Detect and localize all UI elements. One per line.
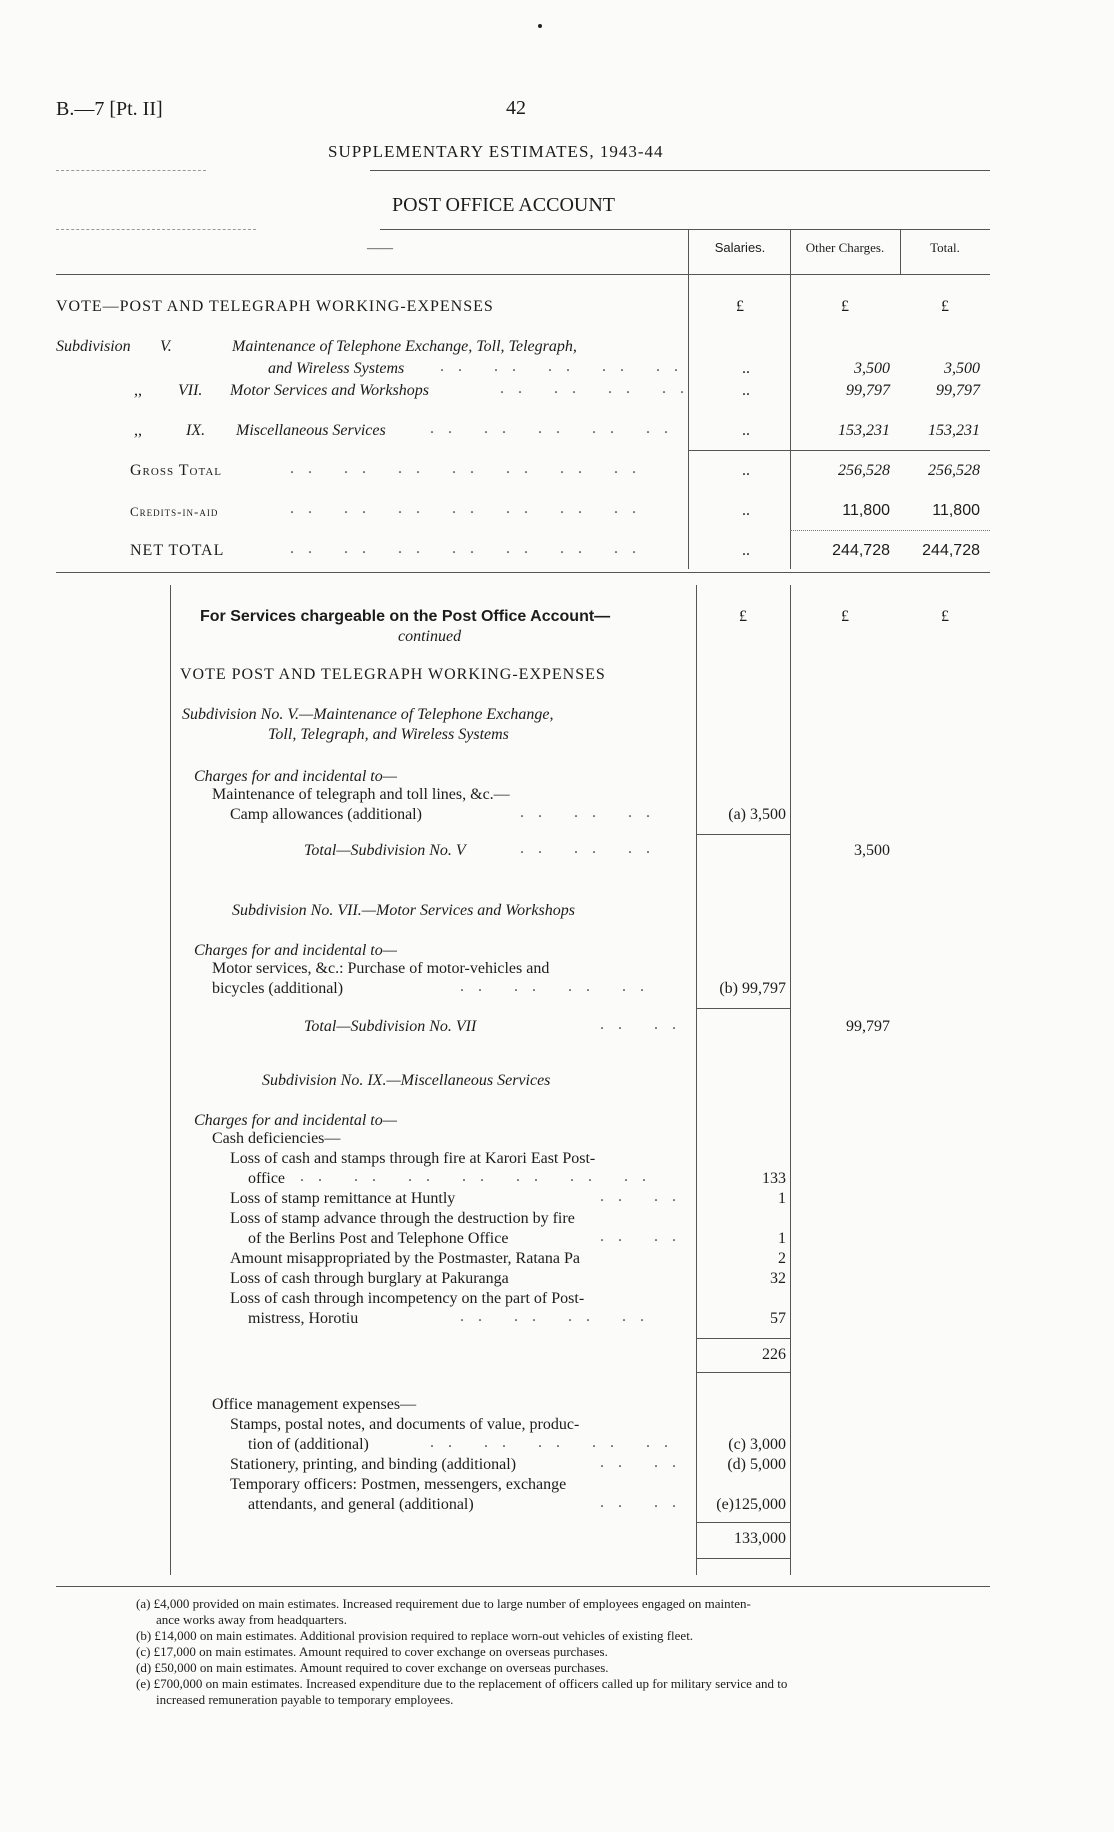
cell-total: 153,231 bbox=[928, 422, 980, 439]
charge-item: Camp allowances (additional) bbox=[230, 806, 422, 823]
leader-dots: .. .. bbox=[600, 1228, 690, 1245]
cell-other: 153,231 bbox=[838, 422, 890, 439]
subtotal-rule bbox=[696, 1372, 790, 1373]
page-number: 42 bbox=[506, 97, 526, 119]
deficiency-item: mistress, Horotiu bbox=[248, 1310, 359, 1327]
row-prefix: ,, bbox=[134, 382, 142, 399]
charges-label: Charges for and incidental to— bbox=[194, 768, 397, 785]
deficiency-item: of the Berlins Post and Telephone Office bbox=[248, 1230, 509, 1247]
header-bottom-rule bbox=[56, 274, 990, 275]
leader-dots: .. .. .. .. .. .. .. bbox=[290, 540, 650, 557]
row-prefix: ,, bbox=[134, 422, 142, 439]
leader-dots: .. .. .. .. .. .. .. bbox=[290, 500, 650, 517]
row-label: Miscellaneous Services bbox=[236, 422, 386, 439]
net-total-label: NET TOTAL bbox=[130, 542, 225, 559]
office-value: (d) 5,000 bbox=[727, 1456, 786, 1473]
subtotal-rule bbox=[696, 1338, 790, 1339]
detail-col-divider-2 bbox=[790, 585, 791, 1575]
leader-dots: .. .. bbox=[600, 1016, 690, 1033]
deficiency-item: Amount misappropriated by the Postmaster, Ratana Pa bbox=[230, 1250, 580, 1267]
deficiency-value: 1 bbox=[778, 1190, 786, 1207]
detail-continued: continued bbox=[398, 628, 462, 645]
section-rule bbox=[380, 229, 990, 230]
footnote: (d) £50,000 on main estimates. Amount required to cover exchange on overseas purchases. bbox=[136, 1660, 609, 1675]
deficiency-item: Loss of cash and stamps through fire at Karori East Post- bbox=[230, 1150, 596, 1167]
footnote: (e) £700,000 on main estimates. Increased expenditure due to the replacement of officers called up for military service and to bbox=[136, 1676, 788, 1691]
cash-deficiencies-label: Cash deficiencies— bbox=[212, 1130, 341, 1147]
leader-dots: .. .. .. bbox=[520, 804, 664, 821]
row-label: Maintenance of Telephone Exchange, Toll, Telegraph, bbox=[232, 338, 577, 355]
footnote: (c) £17,000 on main estimates. Amount required to cover exchange on overseas purchases. bbox=[136, 1644, 608, 1659]
footnote-rule bbox=[56, 1586, 990, 1587]
credits-other: 11,800 bbox=[842, 502, 890, 519]
summary-bottom-rule bbox=[56, 572, 990, 573]
gross-total: 256,528 bbox=[928, 462, 980, 479]
office-item: tion of (additional) bbox=[248, 1436, 369, 1453]
currency-other: £ bbox=[841, 298, 849, 315]
leader-dots: .. .. .. .. .. .. .. bbox=[300, 1168, 660, 1185]
leader-dots: .. .. .. .. bbox=[460, 1308, 658, 1325]
account-title: POST OFFICE ACCOUNT bbox=[392, 194, 616, 216]
col-divider-1 bbox=[688, 229, 689, 569]
subtotal-rule bbox=[696, 1522, 790, 1523]
subdivision-v-title: Toll, Telegraph, and Wireless Systems bbox=[268, 726, 509, 743]
deficiency-item: Loss of stamp advance through the destruction by fire bbox=[230, 1210, 575, 1227]
subdivision-v-total-label: Total—Subdivision No. V bbox=[304, 842, 466, 859]
office-value: (e)125,000 bbox=[716, 1496, 786, 1513]
deficiency-item: Loss of cash through incompetency on the part of Post- bbox=[230, 1290, 585, 1307]
office-item: Temporary officers: Postmen, messengers, exchange bbox=[230, 1476, 567, 1493]
gross-other: 256,528 bbox=[838, 462, 890, 479]
deficiency-item: Loss of stamp remittance at Huntly bbox=[230, 1190, 456, 1207]
cell-other: 3,500 bbox=[854, 360, 890, 377]
net-total: 244,728 bbox=[922, 542, 980, 559]
detail-left-rule bbox=[170, 585, 171, 1575]
detail-vote-title: VOTE POST AND TELEGRAPH WORKING-EXPENSES bbox=[180, 666, 606, 683]
detail-col-divider-1 bbox=[696, 585, 697, 1575]
subdivision-vii-total-label: Total—Subdivision No. VII bbox=[304, 1018, 477, 1035]
detail-currency-salaries: £ bbox=[739, 608, 747, 625]
row-label: and Wireless Systems bbox=[268, 360, 405, 377]
leader-dots: .. .. .. .. .. .. .. bbox=[290, 460, 650, 477]
charge-value: (b) 99,797 bbox=[719, 980, 786, 997]
deficiency-value: 32 bbox=[770, 1270, 786, 1287]
leader-dots: .. .. .. .. .. bbox=[430, 420, 682, 437]
cell-salaries: .. bbox=[742, 542, 750, 559]
deficiency-value: 2 bbox=[778, 1250, 786, 1267]
gross-total-label: Gross Total bbox=[130, 462, 223, 479]
footnote: increased remuneration payable to temporary employees. bbox=[156, 1692, 454, 1707]
subtotal-rule bbox=[696, 834, 790, 835]
cell-salaries: .. bbox=[742, 502, 750, 519]
title-rule-left bbox=[56, 170, 206, 171]
deficiency-item: Loss of cash through burglary at Pakuranga bbox=[230, 1270, 509, 1287]
charges-label: Charges for and incidental to— bbox=[194, 1112, 397, 1129]
deficiency-value: 1 bbox=[778, 1230, 786, 1247]
leader-dots: .. .. bbox=[600, 1188, 690, 1205]
leader-dots: .. .. .. .. bbox=[460, 978, 658, 995]
row-num: VII. bbox=[178, 382, 203, 399]
deficiency-item: office bbox=[248, 1170, 286, 1187]
net-other: 244,728 bbox=[832, 542, 890, 559]
row-prefix: Subdivision bbox=[56, 338, 131, 355]
office-item: Stationery, printing, and binding (additional) bbox=[230, 1456, 517, 1473]
cell-salaries: .. bbox=[742, 462, 750, 479]
office-item: attendants, and general (additional) bbox=[248, 1496, 474, 1513]
leader-dots: .. .. .. .. .. bbox=[440, 358, 692, 375]
office-value: (c) 3,000 bbox=[728, 1436, 786, 1453]
net-top-rule bbox=[790, 530, 990, 531]
row-num: V. bbox=[160, 338, 172, 355]
section-rule-left bbox=[56, 229, 256, 230]
header-dash: —— bbox=[367, 240, 393, 255]
subdivision-vii-total: 99,797 bbox=[846, 1018, 890, 1035]
credits-total: 11,800 bbox=[932, 502, 980, 519]
currency-total: £ bbox=[941, 298, 949, 315]
col-header-other-charges: Other Charges. bbox=[805, 240, 885, 255]
leader-dots: .. .. .. .. .. bbox=[430, 1434, 682, 1451]
deficiency-value: 133 bbox=[762, 1170, 786, 1187]
office-management-label: Office management expenses— bbox=[212, 1396, 417, 1413]
subdivision-v-total: 3,500 bbox=[854, 842, 890, 859]
subdivision-vii-title: Subdivision No. VII.—Motor Services and Workshops bbox=[232, 902, 575, 919]
row-num: IX. bbox=[186, 422, 206, 439]
gross-top-rule bbox=[688, 450, 990, 451]
title-rule bbox=[370, 170, 990, 171]
office-item: Stamps, postal notes, and documents of value, produc- bbox=[230, 1416, 580, 1433]
subtotal-rule bbox=[696, 1008, 790, 1009]
charge-item: bicycles (additional) bbox=[212, 980, 344, 997]
cell-salaries: .. bbox=[742, 382, 750, 399]
page-title: SUPPLEMENTARY ESTIMATES, 1943-44 bbox=[328, 142, 664, 161]
footnote: ance works away from headquarters. bbox=[156, 1612, 347, 1627]
office-management-subtotal: 133,000 bbox=[734, 1530, 786, 1547]
charges-label: Charges for and incidental to— bbox=[194, 942, 397, 959]
scan-dot bbox=[538, 24, 542, 28]
footnote: (b) £14,000 on main estimates. Additional provision required to replace worn-out vehicles of existing fleet. bbox=[136, 1628, 694, 1643]
detail-currency-other: £ bbox=[841, 608, 849, 625]
deficiency-value: 57 bbox=[770, 1310, 786, 1327]
vote-title: VOTE—POST AND TELEGRAPH WORKING-EXPENSES bbox=[56, 298, 494, 315]
cash-deficiencies-subtotal: 226 bbox=[762, 1346, 786, 1363]
leader-dots: .. .. .. bbox=[520, 840, 664, 857]
cell-other: 99,797 bbox=[846, 382, 890, 399]
leader-dots: .. .. bbox=[600, 1454, 690, 1471]
detail-heading: For Services chargeable on the Post Office Account— bbox=[200, 608, 611, 625]
row-label: Motor Services and Workshops bbox=[230, 382, 429, 399]
col-header-total: Total. bbox=[930, 240, 960, 255]
charge-value: (a) 3,500 bbox=[728, 806, 786, 823]
currency-salaries: £ bbox=[736, 298, 744, 315]
cell-salaries: .. bbox=[742, 422, 750, 439]
cell-salaries: .. bbox=[742, 360, 750, 377]
credits-in-aid-label: Credits-in-aid bbox=[130, 504, 219, 519]
cell-total: 3,500 bbox=[944, 360, 980, 377]
col-header-salaries: Salaries. bbox=[714, 240, 766, 255]
charge-item: Motor services, &c.: Purchase of motor-vehicles and bbox=[212, 960, 550, 977]
subdivision-ix-title: Subdivision No. IX.—Miscellaneous Services bbox=[262, 1072, 551, 1089]
charge-item: Maintenance of telegraph and toll lines, &c.— bbox=[212, 786, 510, 803]
cell-total: 99,797 bbox=[936, 382, 980, 399]
footnote: (a) £4,000 provided on main estimates. Increased requirement due to large number of employees engaged on mainten- bbox=[136, 1596, 751, 1611]
subtotal-rule bbox=[696, 1558, 790, 1559]
col-divider-3 bbox=[900, 229, 901, 274]
detail-currency-total: £ bbox=[941, 608, 949, 625]
leader-dots: .. .. .. .. bbox=[500, 380, 698, 397]
document-reference: B.—7 [Pt. II] bbox=[56, 98, 163, 120]
subdivision-v-title: Subdivision No. V.—Maintenance of Telephone Exchange, bbox=[182, 706, 554, 723]
leader-dots: .. .. bbox=[600, 1494, 690, 1511]
